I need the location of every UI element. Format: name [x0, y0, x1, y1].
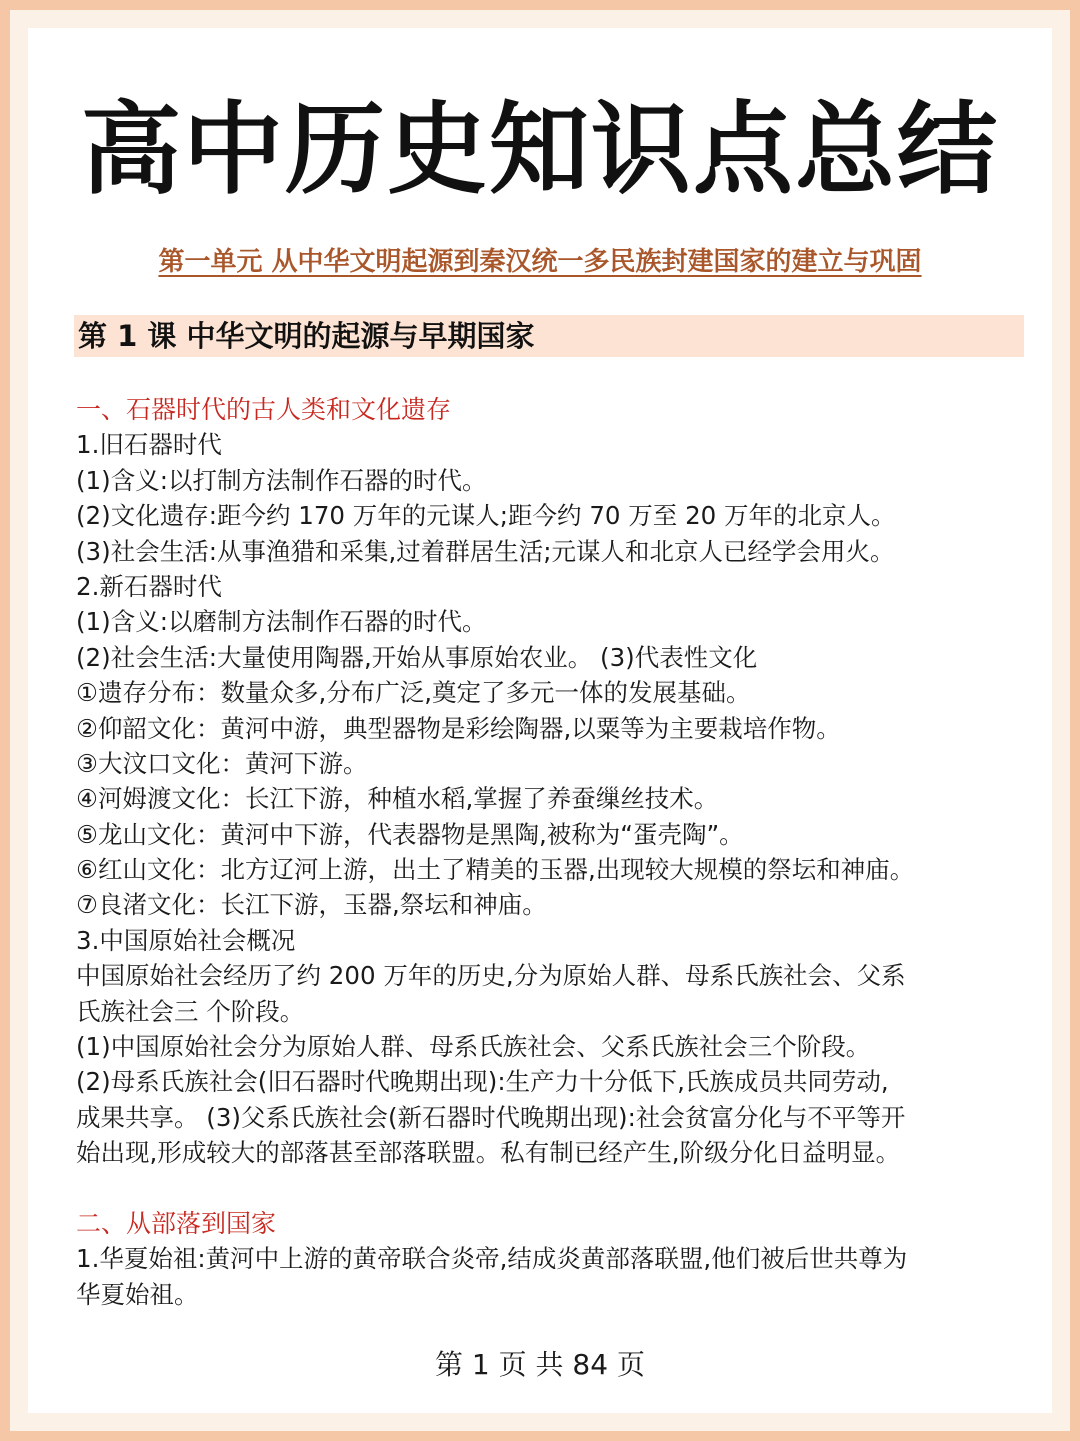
- section-1-lines: [76, 427, 1026, 1170]
- text-line: (2)文化遗存:距今约 170 万年的元谋人;距今约 70 万至 20 万年的北京人。: [76, 501, 896, 531]
- text-line: (2)母系氏族社会(旧石器时代晚期出现):生产力十分低下,氏族成员共同劳动,: [76, 1067, 889, 1097]
- text-line: 1.华夏始祖:黄河中上游的黄帝联合炎帝,结成炎黄部落联盟,他们被后世共尊为: [76, 1244, 908, 1274]
- lesson-title: 第 1 课 中华文明的起源与早期国家: [78, 319, 535, 353]
- page-number: 第 1 页 共 84 页: [435, 1348, 645, 1381]
- text-line: (3)社会生活:从事渔猎和采集,过着群居生活;元谋人和北京人已经学会用火。: [76, 536, 895, 566]
- text-line: (2)社会生活:大量使用陶器,开始从事原始农业。 (3)代表性文化: [76, 642, 758, 672]
- text-line: ⑤龙山文化：黄河中下游，代表器物是黑陶,被称为“蛋壳陶”。: [76, 819, 744, 849]
- text-line: 2.新石器时代: [76, 571, 222, 601]
- lesson-title-bar: [74, 315, 1024, 357]
- text-line: ④河姆渡文化：长江下游，种植水稻,掌握了养蚕缫丝技术。: [76, 784, 719, 814]
- text-line: (1)中国原始社会分为原始人群、母系氏族社会、父系氏族社会三个阶段。: [76, 1032, 871, 1062]
- section-heading: 二、从部落到国家: [76, 1208, 277, 1238]
- text-line: 成果共享。 (3)父系氏族社会(新石器时代晚期出现):社会贫富分化与不平等开: [76, 1102, 906, 1132]
- text-line: 中国原始社会经历了约 200 万年的历史,分为原始人群、母系氏族社会、父系: [76, 961, 906, 991]
- document-body: [76, 392, 1026, 1312]
- text-line: 3.中国原始社会概况: [76, 925, 296, 955]
- unit-title: 第一单元 从中华文明起源到秦汉统一多民族封建国家的建立与巩固: [158, 247, 922, 277]
- section-spacer: [76, 1171, 1026, 1206]
- section-2-lines: [76, 1241, 1026, 1312]
- text-line: 始出现,形成较大的部落甚至部落联盟。私有制已经产生,阶级分化日益明显。: [76, 1138, 901, 1168]
- text-line: 1.旧石器时代: [76, 430, 222, 460]
- text-line: 氏族社会三 个阶段。: [76, 996, 305, 1026]
- text-line: (1)含义:以磨制方法制作石器的时代。: [76, 607, 487, 637]
- text-line: 华夏始祖。: [76, 1279, 199, 1309]
- text-line: ①遗存分布：数量众多,分布广泛,奠定了多元一体的发展基础。: [76, 678, 751, 708]
- text-line: ⑦良渚文化：长江下游，玉器,祭坛和神庙。: [76, 890, 547, 920]
- text-line: ③大汶口文化：黄河下游。: [76, 748, 368, 778]
- text-line: ②仰韶文化：黄河中游，典型器物是彩绘陶器,以粟等为主要栽培作物。: [76, 713, 841, 743]
- document-title: 高中历史知识点总结: [81, 91, 999, 208]
- text-line: (1)含义:以打制方法制作石器的时代。: [76, 465, 487, 495]
- document-page: [28, 28, 1052, 1413]
- page-frame: [10, 10, 1070, 1431]
- text-line: ⑥红山文化：北方辽河上游，出土了精美的玉器,出现较大规模的祭坛和神庙。: [76, 855, 915, 885]
- section-heading: 一、石器时代的古人类和文化遗存: [76, 395, 452, 424]
